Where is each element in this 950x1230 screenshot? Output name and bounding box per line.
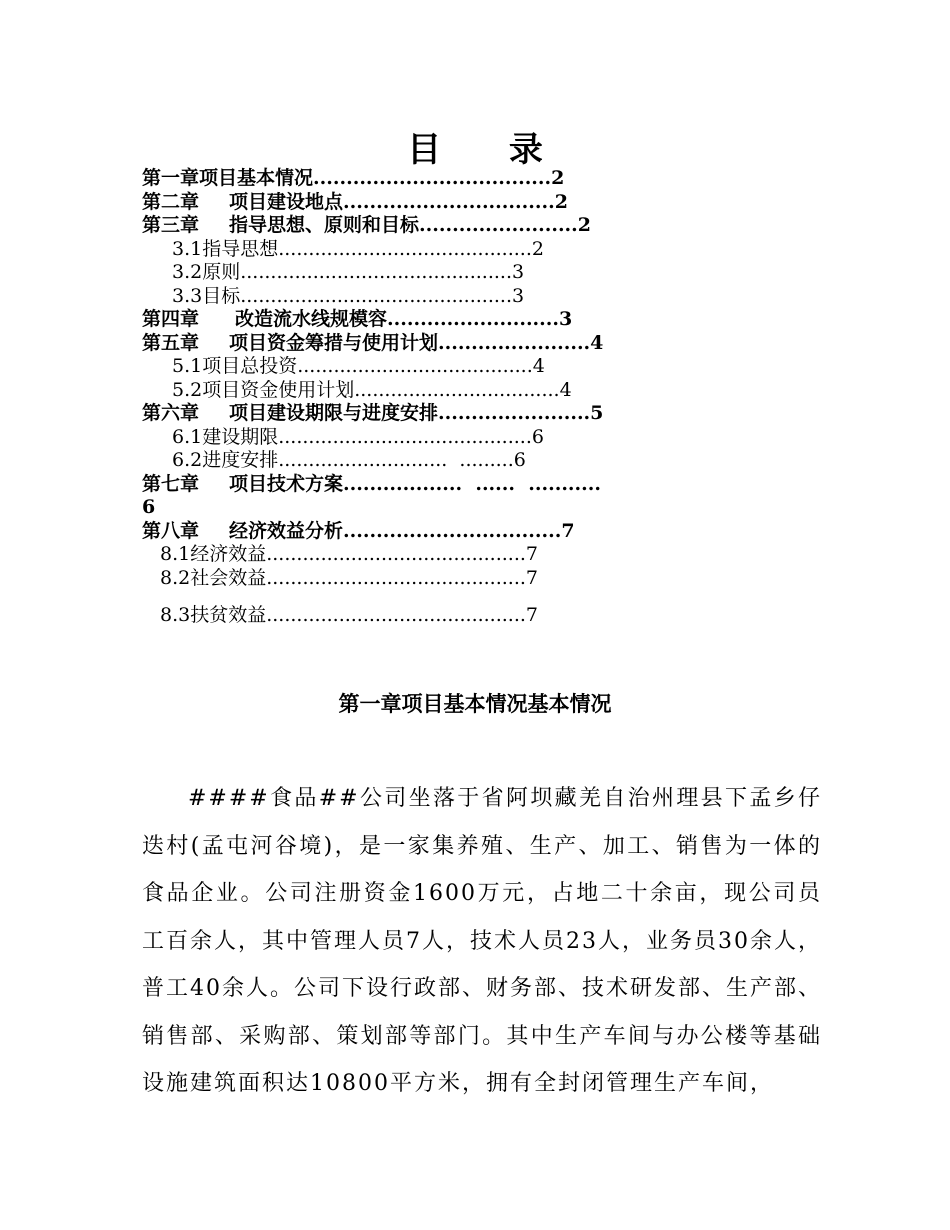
toc-chapter: 第二章 [142,190,200,213]
toc-dots: ................................. [343,519,562,542]
toc-chapter: 第四章 [142,308,200,330]
toc-page: 6 [513,449,526,471]
toc-chapter: 第八章 [142,519,200,542]
toc-label: 6.1建设期限 [172,425,279,448]
toc-entry[interactable] [142,449,792,473]
toc-entry[interactable] [142,191,792,215]
toc-label: 项目建设期限与进度安排 [229,402,439,424]
toc-entry[interactable] [142,543,792,567]
toc-dots: .......................................... [278,237,532,260]
toc-entry[interactable] [142,261,792,285]
toc-label: 项目资金筹措与使用计划 [229,331,439,354]
toc-page-wrapped [142,496,792,520]
toc-entry[interactable] [142,379,792,403]
toc-label: 5.1项目总投资 [172,355,298,377]
toc-page: 7 [561,519,575,542]
toc-page: 6 [531,425,544,448]
toc-entry[interactable] [142,308,792,332]
toc-label: 8.2社会效益 [160,566,267,589]
table-of-contents [142,167,792,628]
toc-dots: .......................... [387,308,560,330]
toc-label: 改造流水线规模容 [235,308,388,330]
toc-dots: ........................................... [266,566,526,589]
toc-label: 8.1经济效益 [160,543,267,565]
toc-page: 7 [525,566,539,589]
toc-dots: .................................... [313,167,552,189]
toc-page: 4 [559,378,572,401]
toc-entry[interactable] [142,426,792,450]
toc-page: 3 [559,308,573,330]
toc-page: 4 [590,331,604,354]
toc-entry[interactable] [142,473,792,497]
toc-dots: ........................................... [266,604,526,626]
toc-page: 4 [532,355,545,377]
toc-dots: .................................. [354,378,560,401]
toc-dots: ....................... [438,402,591,424]
toc-entry[interactable] [142,285,792,309]
toc-page: 5 [590,402,604,424]
toc-entry[interactable] [142,402,792,426]
toc-entry[interactable] [142,567,792,591]
toc-entry[interactable] [142,332,792,356]
toc-dots: ............................................. [240,284,512,307]
toc-page: 3 [512,284,525,307]
toc-dots: ............................................. [240,261,512,283]
toc-entry[interactable] [142,604,792,628]
toc-label: 3.3目标 [172,284,241,307]
toc-chapter: 第三章 [142,214,200,236]
toc-dots: .......................................... [278,425,532,448]
toc-label: 3.2原则 [172,261,241,283]
toc-label: 项目技术方案 [229,472,344,495]
page-title: 目 录 [407,130,571,170]
toc-label: 8.3扶贫效益 [160,604,267,626]
toc-dots: ....................................... [297,355,533,377]
toc-chapter: 第六章 [142,402,200,424]
toc-entry[interactable] [142,214,792,238]
toc-label: 5.2项目资金使用计划 [172,378,355,401]
toc-label: 6.2进度安排 [172,449,279,471]
toc-page: 7 [525,604,539,626]
toc-label: 项目建设地点 [229,190,344,213]
toc-dots: .................. ...... ........... [343,472,602,495]
toc-entry[interactable] [142,167,792,191]
toc-chapter: 第五章 [142,331,200,354]
toc-page: 2 [577,214,592,236]
toc-dots: ............................ ......... [278,449,514,471]
toc-entry[interactable] [142,355,792,379]
toc-entry[interactable] [142,238,792,262]
toc-page: 2 [554,190,568,213]
toc-dots: ................................ [343,190,555,213]
toc-entry[interactable] [142,520,792,544]
toc-page: 2 [551,167,565,189]
toc-page: 3 [512,261,525,283]
toc-page: 6 [142,496,156,518]
toc-label: 3.1指导思想 [172,237,279,260]
toc-page: 2 [531,237,544,260]
toc-label: 经济效益分析 [229,519,344,542]
toc-dots: ....................... [438,331,591,354]
toc-label: 指导思想、原则和目标 [229,214,420,236]
toc-dots: ........................ [419,214,578,236]
toc-page: 7 [525,543,539,565]
toc-dots: ........................................... [266,543,526,565]
body-paragraph: ####食品##公司坐落于省阿坝藏羌自治州理县下孟乡仔迭村(孟屯河谷境)，是一家集养殖、生产、加工、销售为一体的食品企业。公司注册资金1600万元，占地二十余亩，现公司员工百余人，其中管理人员7人，技术人员23人，业务员30余人，普工40余人。公司下设行政部、财务部、技术研发部、生产部、销售部、采购部、策划部等部门。其中生产车间与办公楼等基础设施建筑面积达10800平方米，拥有全封闭管理生产车间， [142,786,822,1096]
section-heading: 第一章项目基本情况基本情况 [338,691,612,716]
toc-chapter: 第一章项目基本情况 [142,167,314,189]
toc-chapter: 第七章 [142,472,200,495]
